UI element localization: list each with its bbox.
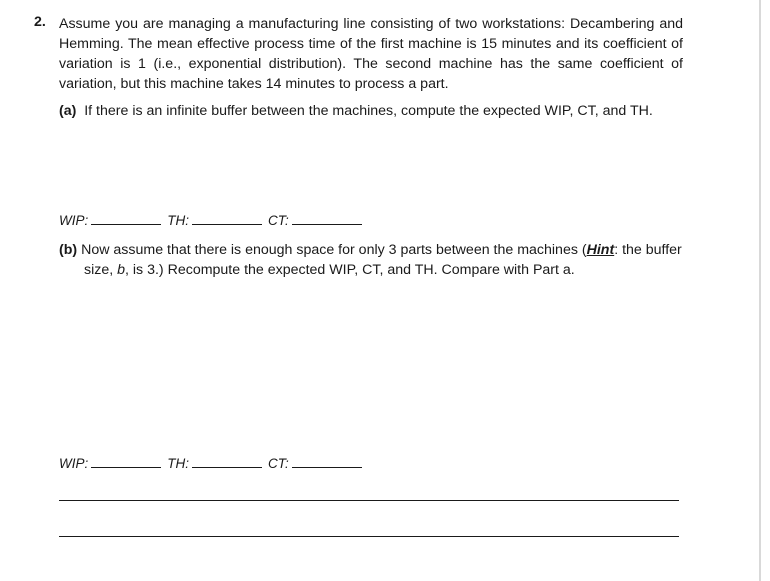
ct-answer-blank[interactable] bbox=[292, 455, 362, 468]
th-label: TH: bbox=[167, 213, 189, 228]
part-a-label: (a) bbox=[59, 103, 77, 119]
part-b-label: (b) bbox=[59, 242, 78, 258]
part-a bbox=[59, 101, 689, 121]
wip-label: WIP: bbox=[59, 213, 89, 228]
wip-label: WIP: bbox=[59, 456, 89, 471]
buffer-variable: b bbox=[117, 262, 126, 278]
th-answer-blank[interactable] bbox=[192, 455, 262, 468]
answer-line[interactable] bbox=[59, 536, 679, 537]
answer-line[interactable] bbox=[59, 500, 679, 501]
part-b-answer-row bbox=[59, 455, 362, 471]
ct-label: CT: bbox=[268, 213, 289, 228]
ct-label: CT: bbox=[268, 456, 289, 471]
question-number: 2. bbox=[34, 14, 46, 30]
part-a-answer-row bbox=[59, 212, 362, 228]
hint-word: Hint bbox=[586, 242, 615, 258]
part-b-text-1: Now assume that there is enough space for only 3 parts between the machines ( bbox=[81, 242, 587, 258]
question-stem: Assume you are managing a manufacturing line consisting of two workstations: Decambering and Hemming. The mean effective process time of the first machine is 15 minutes and its coefficient of variation is 1 (i.e., exponential distribution). The second machine has the same coefficient of variation, but this machine takes 14 minutes to process a part. bbox=[59, 16, 683, 92]
wip-answer-blank[interactable] bbox=[91, 212, 161, 225]
th-label: TH: bbox=[167, 456, 189, 471]
part-b bbox=[59, 240, 689, 280]
part-b-text-2: : the buffer size, bbox=[84, 242, 682, 278]
th-answer-blank[interactable] bbox=[192, 212, 262, 225]
ct-answer-blank[interactable] bbox=[292, 212, 362, 225]
wip-answer-blank[interactable] bbox=[91, 455, 161, 468]
part-a-text: If there is an infinite buffer between the machines, compute the expected WIP, CT, and TH. bbox=[84, 103, 653, 119]
part-b-text-3: , is 3.) Recompute the expected WIP, CT, and TH. Compare with Part a. bbox=[125, 262, 575, 278]
page-edge-rule bbox=[759, 0, 761, 581]
